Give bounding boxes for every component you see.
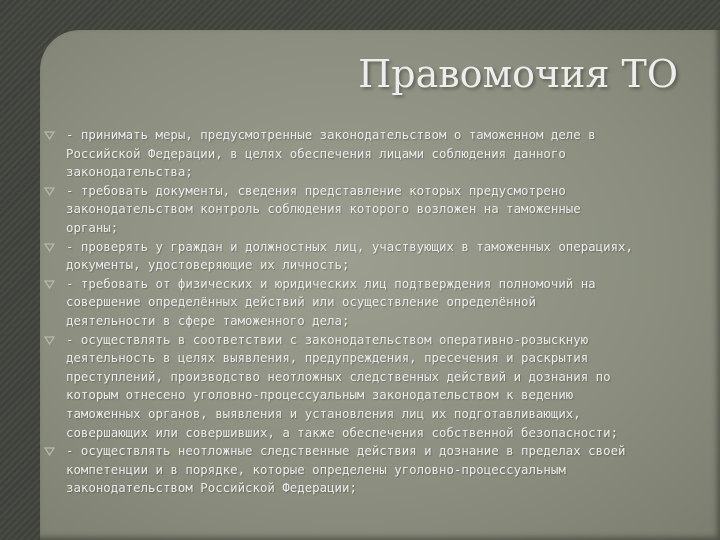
list-item-text-line: законодательством Российской Федерации; bbox=[66, 480, 357, 496]
list-item-text-line: деятельности в сфере таможенного дела; bbox=[66, 312, 350, 328]
list-item bbox=[42, 331, 682, 443]
list-item-text-line: Российской Федерации, в целях обеспечения лицами соблюдения данного bbox=[66, 145, 566, 161]
list-item-text-line: компетенции и в порядке, которые определены уголовно-процессуальным bbox=[66, 461, 566, 477]
list-item-text-line: таможенных органов, выявления и установления лиц их подготавливающих, bbox=[66, 405, 581, 421]
list-item bbox=[42, 275, 682, 331]
list-item-text-line: совершающих или совершивших, а также обеспечения собственной безопасности; bbox=[66, 424, 619, 440]
list-item-text-line: деятельность в целях выявления, предупреждения, пресечения и раскрытия bbox=[66, 350, 589, 366]
list-item-text-line: - принимать меры, предусмотренные законодательством о таможенном деле в bbox=[66, 127, 596, 142]
list-item-text-line: - проверять у граждан и должностных лиц, участвующих в таможенных операциях, bbox=[66, 238, 633, 254]
hollow-triangle-bullet-icon bbox=[44, 243, 55, 252]
hollow-triangle-bullet-icon bbox=[44, 447, 55, 456]
list-item-text-line: законодательством контроль соблюдения которого возложен на таможенные bbox=[66, 201, 581, 217]
hollow-triangle-bullet-icon bbox=[44, 336, 55, 345]
list-item-text-line: документы, удостоверяющие их личность; bbox=[66, 257, 350, 273]
list-item bbox=[42, 238, 682, 275]
list-item-text-line: органы; bbox=[66, 219, 119, 235]
list-item-text-line: совершение определённых действий или осуществление определённой bbox=[66, 294, 536, 310]
list-item bbox=[42, 442, 682, 498]
list-item-text-line: которым отнесено уголовно-процессуальным законодательством к ведению bbox=[66, 387, 574, 403]
list-item-text-line: - осуществлять в соответствии с законодательством оперативно-розыскную bbox=[66, 331, 589, 347]
hollow-triangle-bullet-icon bbox=[44, 280, 55, 289]
list-item-text-line: законодательства; bbox=[66, 164, 193, 180]
hollow-triangle-bullet-icon bbox=[44, 187, 55, 196]
hollow-triangle-bullet-icon bbox=[44, 131, 55, 140]
bullet-list bbox=[42, 126, 682, 498]
list-item bbox=[42, 182, 682, 238]
list-item-text-line: - требовать документы, сведения представление которых предусмотрено bbox=[66, 182, 566, 198]
list-item-text-line: преступлений, производство неотложных следственных действий и дознания по bbox=[66, 368, 611, 384]
list-item bbox=[42, 126, 682, 182]
list-item-text-line: - требовать от физических и юридических лиц подтверждения полномочий на bbox=[66, 275, 596, 291]
list-item-text-line: - осуществлять неотложные следственные действия и дознание в пределах своей bbox=[66, 443, 626, 459]
slide-title: Правомочия ТО bbox=[358, 52, 678, 96]
